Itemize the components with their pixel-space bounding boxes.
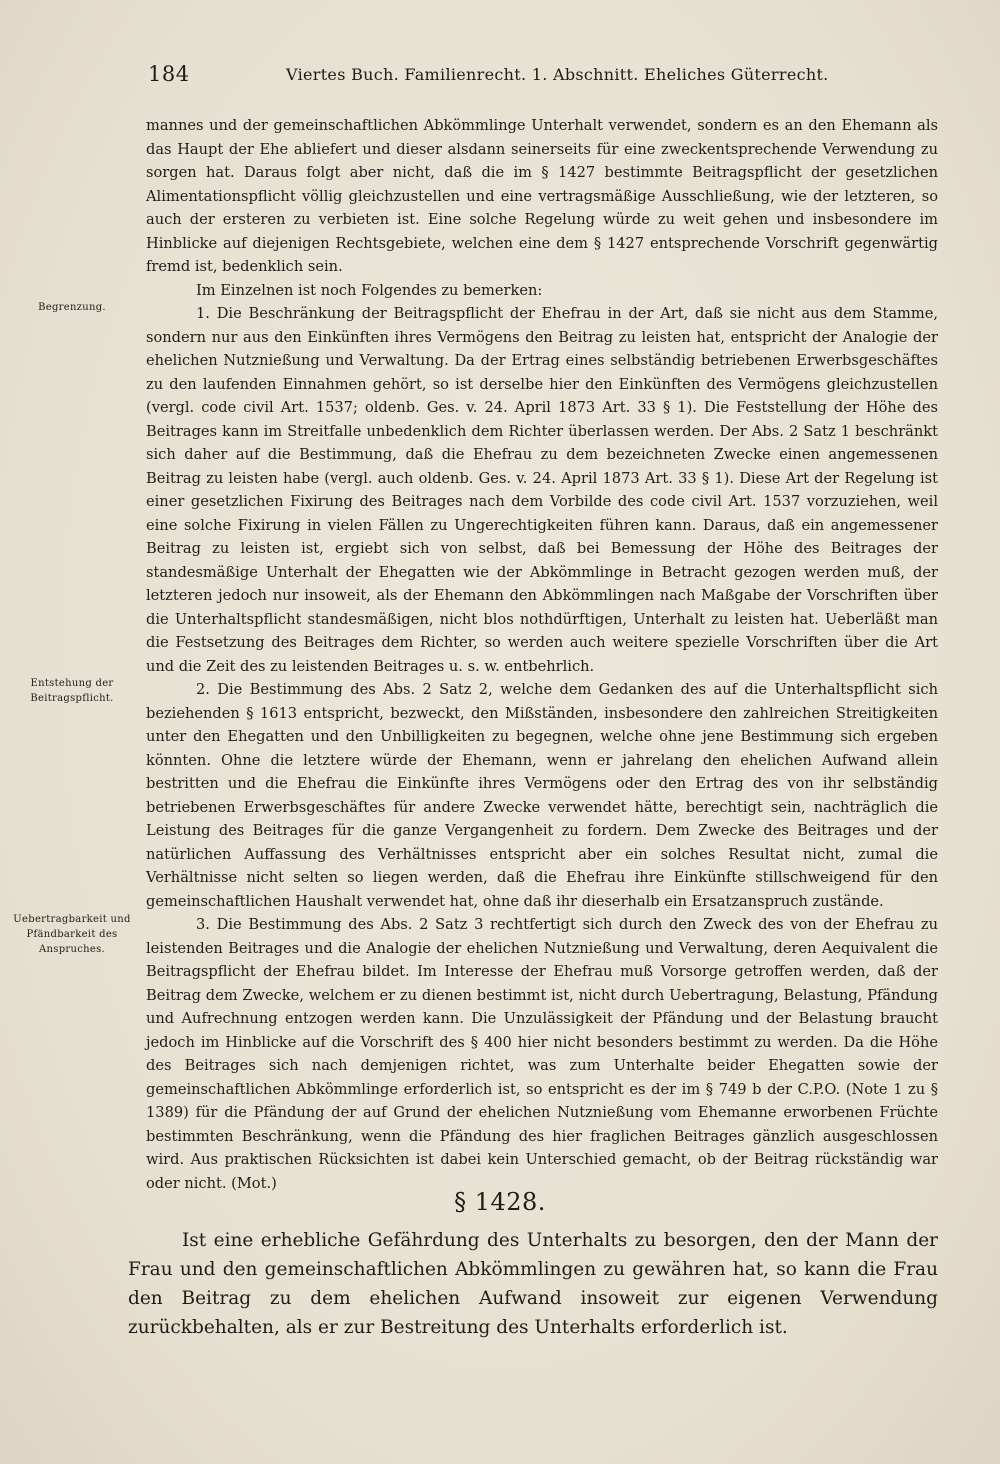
margin-note-entstehung: Entstehung der Beitragspflicht.	[30, 678, 114, 704]
margin-note-uebertragbarkeit: Uebertragbarkeit und Pfändbarkeit des Anspruches.	[13, 914, 131, 955]
statute-text: Ist eine erhebliche Gefährdung des Unterhalts zu besorgen, den der Mann der Frau und den gemeinschaftlichen Abkömmlingen zu gewähren hat, so kann die Frau den Beitrag zu dem ehelichen Aufwand insoweit zur eigenen Verwendung zurückbehalten, als er zur Bestreitung des Unterhalts erforderlich ist.	[128, 1230, 938, 1338]
section-heading: § 1428.	[454, 1188, 546, 1216]
paragraph-point-1: 1. Die Beschränkung der Beitragspflicht der Ehefrau in der Art, daß sie nicht aus dem Stamme, sondern nur aus den Einkünften ihres Vermögens den Beitrag zu leisten hat, entspricht der Analogie der ehelichen Nutznießung und Verwaltung. Da der Ertrag eines selbständig betriebenen Erwerbsgeschäftes zu den laufenden Einnahmen gehört, so ist derselbe hier den Einkünften des Vermögens gleichzustellen (vergl. code civil Art. 1537; oldenb. Ges. v. 24. April 1873 Art. 33 § 1). Die Feststellung der Höhe des Beitrages kann im Streitfalle unbedenklich dem Richter überlassen werden. Der Abs. 2 Satz 1 beschränkt sich daher auf die Bestimmung, daß die Ehefrau zu dem bezeichneten Zwecke einen angemessenen Beitrag zu leisten habe (vergl. auch oldenb. Ges. v. 24. April 1873 Art. 33 § 1). Diese Art der Regelung ist einer gesetzlichen Fixirung des Beitrages nach dem Vorbilde des code civil Art. 1537 vorzuziehen, weil eine solche Fixirung in vielen Fällen zu Ungerechtigkeiten führen kann. Daraus, daß ein angemessener Beitrag zu leisten ist, ergiebt sich von selbst, daß bei Bemessung der Höhe des Beitrages der standesmäßige Unterhalt der Ehegatten wie der Abkömmlinge in Betracht gezogen werden muß, der letzteren jedoch nur insoweit, als der Ehemann den Abkömmlingen nach Maßgabe der Vorschriften über die Unterhaltspflicht standesmäßigen, nicht blos nothdürftigen, Unterhalt zu leisten hat. Ueberläßt man die Festsetzung des Beitrages dem Richter, so werden auch weitere spezielle Vorschriften über die Art und die Zeit des zu leistenden Beitrages u. s. w. entbehrlich.	[146, 305, 938, 675]
paragraph-point-2: 2. Die Bestimmung des Abs. 2 Satz 2, welche dem Gedanken des auf die Unterhaltspflicht sich beziehenden § 1613 entspricht, bezweckt, den Mißständen, insbesondere den zahlreichen Streitigkeiten unter den Ehegatten und den Unbilligkeiten zu begegnen, welche ohne jene Bestimmung sich ergeben könnten. Ohne die letztere würde der Ehemann, wenn er jahrelang den ehelichen Aufwand allein bestritten und die Ehefrau die Einkünfte ihres Vermögens oder den Ertrag des von ihr selbständig betriebenen Erwerbsgeschäftes für andere Zwecke verwendet hätte, berechtigt sein, nachträglich die Leistung des Beitrages für die ganze Vergangenheit zu fordern. Dem Zwecke des Beitrages und der natürlichen Auffassung des Verhältnisses entspricht aber ein solches Resultat nicht, zumal die Verhältnisse nicht selten so liegen werden, daß die Ehefrau ihre Einkünfte stillschweigend für den gemeinschaftlichen Haushalt verwendet hat, ohne daß ihr dieserhalb ein Ersatzanspruch zustände.	[146, 681, 938, 910]
margin-note-begrenzung: Begrenzung.	[38, 302, 106, 313]
paragraph-intro: Im Einzelnen ist noch Folgendes zu bemerken:	[196, 281, 543, 299]
paragraph-point-3: 3. Die Bestimmung des Abs. 2 Satz 3 rechtfertigt sich durch den Zweck des von der Ehefrau zu leistenden Beitrages und die Analogie der ehelichen Nutznießung und Verwaltung, deren Aequivalent die Beitragspflicht der Ehefrau bildet. Im Interesse der Ehefrau muß Vorsorge getroffen werden, daß der Beitrag dem Zwecke, welchem er zu dienen bestimmt ist, nicht durch Uebertragung, Belastung, Pfändung und Aufrechnung entzogen werden kann. Die Unzulässigkeit der Pfändung und der Belastung braucht jedoch im Hinblicke auf die Vorschrift des § 400 hier nicht besonders bestimmt zu werden. Da die Höhe des Beitrages sich nach demjenigen richtet, was zum Unterhalte beider Ehegatten sowie der gemeinschaftlichen Abkömmlinge erforderlich ist, so entspricht es der im § 749 b der C.P.O. (Note 1 zu § 1389) für die Pfändung der auf Grund der ehelichen Nutznießung vom Ehemanne erworbenen Früchte bestimmten Beschränkung, wenn die Pfändung des hier fraglichen Beitrages gänzlich ausgeschlossen wird. Aus praktischen Rücksichten ist dabei kein Unterschied gemacht, ob der Beitrag rückständig war oder nicht. (Mot.)	[146, 916, 938, 1192]
page-header	[148, 62, 938, 94]
running-title: Viertes Buch. Familienrecht. 1. Abschnitt. Eheliches Güterrecht.	[286, 65, 829, 84]
commentary-text	[146, 114, 938, 1195]
page-number: 184	[148, 62, 190, 86]
paragraph-continuation: mannes und der gemeinschaftlichen Abkömmlinge Unterhalt verwendet, sondern es an den Ehemann als das Haupt der Ehe abliefert und dieser alsdann seinerseits für eine zweckentsprechende Verwendung zu sorgen hat. Daraus folgt aber nicht, daß die im § 1427 bestimmte Beitragspflicht der gesetzlichen Alimentationspflicht völlig gleichzustellen und eine vertragsmäßige Ausschließung, wie der letzteren, so auch der ersteren zu verbieten ist. Eine solche Regelung würde zu weit gehen und insbesondere im Hinblicke auf diejenigen Rechtsgebiete, welchen eine dem § 1427 entsprechende Vorschrift gegenwärtig fremd ist, bedenklich sein.	[146, 117, 938, 275]
